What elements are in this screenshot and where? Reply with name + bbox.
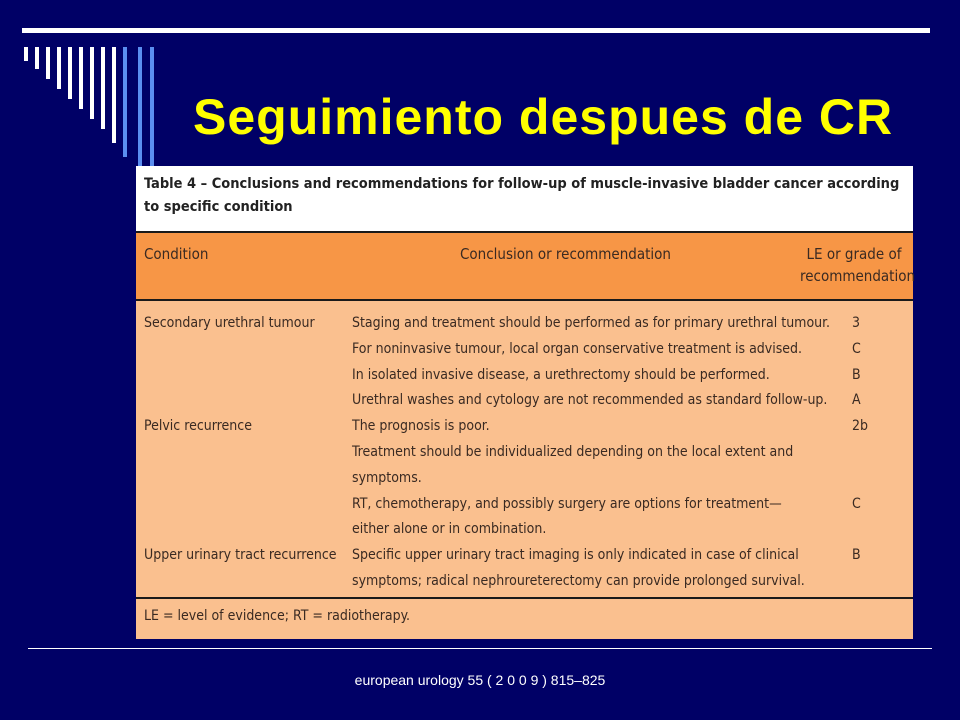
decorative-bar bbox=[138, 47, 142, 167]
row-grade: 3 bbox=[852, 315, 861, 331]
row-recommendation: Specific upper urinary tract imaging is only indicated in case of clinical bbox=[352, 547, 799, 564]
header-grade-line1: LE or grade of bbox=[806, 245, 902, 263]
table-footnote: LE = level of evidence; RT = radiotherapy. bbox=[144, 608, 411, 624]
row-grade: C bbox=[852, 495, 861, 512]
recommendations-table bbox=[136, 166, 916, 639]
table-rule bbox=[136, 597, 913, 599]
decorative-bar bbox=[150, 47, 154, 167]
header-grade bbox=[800, 243, 916, 287]
top-rule bbox=[22, 28, 930, 33]
header-recommendation: Conclusion or recommendation bbox=[460, 245, 671, 263]
decorative-bar bbox=[90, 47, 94, 119]
row-grade: B bbox=[852, 366, 861, 383]
bottom-rule bbox=[28, 648, 932, 649]
decorative-bar bbox=[57, 47, 61, 89]
row-recommendation: Staging and treatment should be performed as for primary urethral tumour. bbox=[352, 315, 831, 331]
table-header bbox=[136, 233, 916, 299]
row-recommendation: symptoms. bbox=[352, 469, 422, 486]
decorative-bar bbox=[112, 47, 116, 143]
header-grade-line2: recommendation bbox=[800, 267, 916, 285]
citation: european urology 55 ( 2 0 0 9 ) 815–825 bbox=[354, 672, 606, 688]
row-recommendation: Urethral washes and cytology are not recommended as standard follow-up. bbox=[352, 392, 828, 409]
decorative-bar bbox=[101, 47, 105, 129]
row-condition: Secondary urethral tumour bbox=[144, 315, 315, 331]
row-grade: B bbox=[852, 547, 861, 564]
decorative-bar bbox=[35, 47, 39, 69]
row-grade: 2b bbox=[852, 418, 869, 435]
row-recommendation: In isolated invasive disease, a urethrectomy should be performed. bbox=[352, 366, 770, 383]
row-recommendation: symptoms; radical nephroureterectomy can provide prolonged survival. bbox=[352, 573, 805, 589]
decorative-bar bbox=[24, 47, 28, 61]
row-recommendation: either alone or in combination. bbox=[352, 521, 547, 538]
row-grade: A bbox=[852, 392, 861, 409]
decorative-bar bbox=[68, 47, 72, 99]
row-recommendation: For noninvasive tumour, local organ conservative treatment is advised. bbox=[352, 340, 803, 357]
table-caption: Table 4 – Conclusions and recommendations for follow-up of muscle-invasive bladder cancer according to specific condition bbox=[136, 166, 913, 231]
table-rule bbox=[136, 299, 913, 301]
row-recommendation: The prognosis is poor. bbox=[352, 418, 490, 435]
decorative-bar bbox=[123, 47, 127, 157]
row-condition: Upper urinary tract recurrence bbox=[144, 547, 337, 564]
row-recommendation: RT, chemotherapy, and possibly surgery are options for treatment— bbox=[352, 495, 782, 512]
row-condition: Pelvic recurrence bbox=[144, 418, 252, 435]
slide-title: Seguimiento despues de CR bbox=[193, 89, 894, 145]
row-grade: C bbox=[852, 340, 861, 357]
decorative-bar bbox=[79, 47, 83, 109]
row-recommendation: Treatment should be individualized depending on the local extent and bbox=[352, 444, 794, 460]
header-condition: Condition bbox=[144, 245, 209, 263]
decorative-bar bbox=[46, 47, 50, 79]
